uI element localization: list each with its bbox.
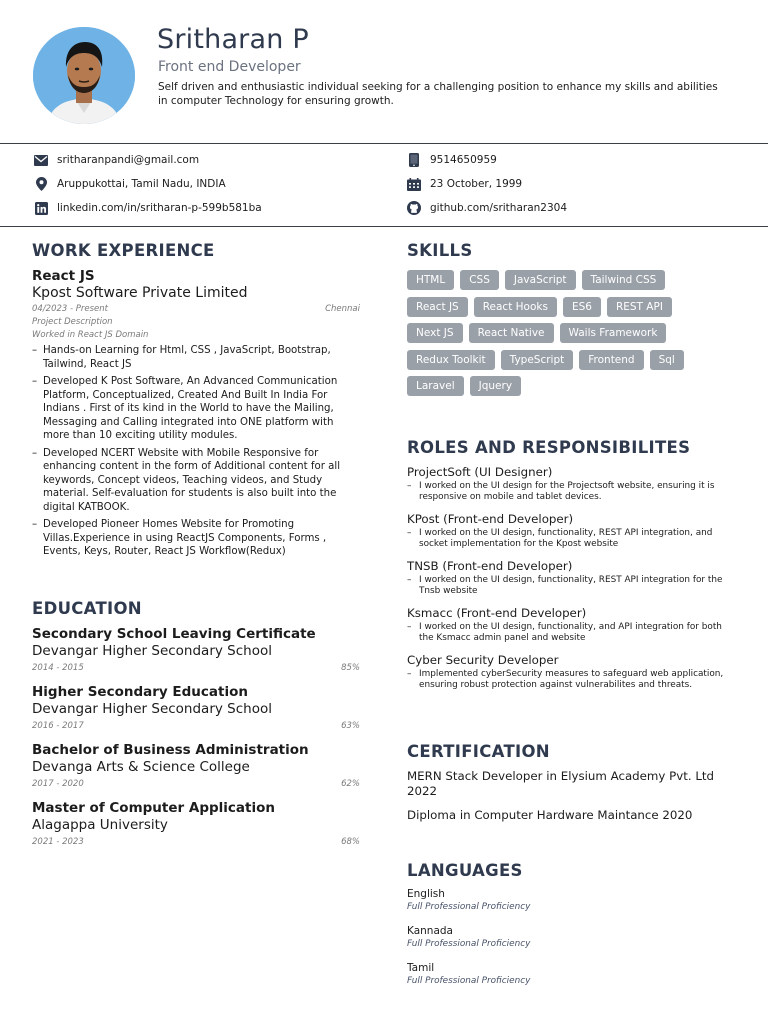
contact-location	[34, 177, 226, 191]
education-years: 2017 - 2020	[32, 779, 84, 789]
skill-tag: CSS	[460, 270, 499, 290]
skill-tag: REST API	[607, 297, 672, 317]
education-years: 2014 - 2015	[32, 663, 84, 673]
language-name: English	[407, 888, 445, 900]
language-level: Full Professional Proficiency	[407, 902, 531, 912]
education-section-title: EDUCATION	[32, 599, 142, 618]
role-title: ProjectSoft (UI Designer)	[407, 465, 553, 479]
education-item	[32, 742, 360, 789]
contact-github[interactable]	[407, 201, 567, 215]
skill-tag: Redux Toolkit	[407, 350, 495, 370]
education-score: 68%	[341, 837, 360, 847]
list-item: – Developed Pioneer Homes Website for Promoting Villas.Experience in using ReactJS Components, Forms , Events, Keys, Router, React JS Workflow(Redux)	[32, 518, 360, 559]
language-item	[407, 962, 583, 986]
education-meta	[32, 663, 360, 673]
project-label: Project Description	[32, 317, 113, 327]
contact-phone[interactable]	[407, 153, 497, 167]
skill-tag: React JS	[407, 297, 468, 317]
github-icon	[407, 201, 421, 215]
linkedin-text: linkedin.com/in/sritharan-p-599b581ba	[57, 202, 262, 214]
contact-block	[0, 144, 768, 227]
education-score: 85%	[341, 663, 360, 673]
education-degree: Higher Secondary Education	[32, 684, 248, 700]
languages-list	[407, 888, 747, 999]
contact-email[interactable]	[34, 153, 199, 167]
role-item	[407, 559, 737, 597]
role-description: – I worked on the UI design for the Projectsoft website, ensuring it is responsive on mobile and tablet devices.	[407, 481, 737, 503]
role-title: TNSB (Front-end Developer)	[407, 559, 573, 573]
language-name: Kannada	[407, 925, 453, 937]
person-name: Sritharan P	[157, 24, 309, 55]
role-description: – Implemented cyberSecurity measures to safeguard web application, ensuring robust protection against vulnerabilites and threats.	[407, 669, 737, 691]
education-degree: Bachelor of Business Administration	[32, 742, 309, 758]
languages-section-title: LANGUAGES	[407, 861, 523, 880]
education-item	[32, 800, 360, 847]
education-school: Devanga Arts & Science College	[32, 759, 250, 775]
certification-list	[407, 769, 737, 832]
role-title: KPost (Front-end Developer)	[407, 512, 574, 526]
email-text: sritharanpandi@gmail.com	[57, 154, 200, 166]
skills-list	[407, 270, 737, 403]
education-score: 63%	[341, 721, 360, 731]
certification-item: Diploma in Computer Hardware Maintance 2020	[407, 808, 693, 822]
birthdate-text: 23 October, 1999	[430, 178, 523, 190]
education-school: Devangar Higher Secondary School	[32, 701, 272, 717]
role-item	[407, 606, 737, 644]
profile-photo	[33, 27, 135, 124]
certification-item: MERN Stack Developer in Elysium Academy Pvt. Ltd 2022	[407, 769, 715, 798]
resume-header	[0, 0, 768, 144]
skill-tag: Frontend	[579, 350, 643, 370]
language-item	[407, 888, 583, 912]
github-text: github.com/sritharan2304	[430, 202, 568, 214]
education-degree: Master of Computer Application	[32, 800, 275, 816]
education-meta	[32, 837, 360, 847]
work-experience	[32, 268, 360, 563]
job-title: React JS	[32, 268, 95, 284]
job-bullets	[32, 344, 360, 559]
skill-tag: Wails Framework	[560, 323, 667, 343]
skill-tag: Tailwind CSS	[582, 270, 666, 290]
education-years: 2016 - 2017	[32, 721, 84, 731]
language-name: Tamil	[407, 962, 435, 974]
certification-section-title: CERTIFICATION	[407, 742, 550, 761]
education-school: Devangar Higher Secondary School	[32, 643, 272, 659]
skill-tag: Laravel	[407, 376, 464, 396]
skill-tag: HTML	[407, 270, 454, 290]
education-meta	[32, 721, 360, 731]
roles-section-title: ROLES AND RESPONSIBILITES	[407, 438, 691, 457]
role-description: – I worked on the UI design, functionality, REST API integration, and socket implementation for the Kpost website	[407, 528, 737, 550]
phone-icon	[407, 153, 421, 167]
education-list	[32, 626, 360, 858]
skill-tag: JavaScript	[505, 270, 576, 290]
language-level: Full Professional Proficiency	[407, 976, 531, 986]
education-years: 2021 - 2023	[32, 837, 84, 847]
location-text: Aruppukottai, Tamil Nadu, INDIA	[57, 178, 226, 190]
role-item	[407, 512, 737, 550]
project-domain: Worked in React JS Domain	[32, 330, 149, 340]
education-school: Alagappa University	[32, 817, 168, 833]
job-meta	[32, 304, 360, 314]
contact-birthdate	[407, 177, 522, 191]
education-meta	[32, 779, 360, 789]
linkedin-icon	[34, 201, 48, 215]
work-section-title: WORK EXPERIENCE	[32, 241, 215, 260]
job-dates: 04/2023 - Present	[32, 304, 109, 314]
job-role: Front end Developer	[158, 59, 301, 75]
job-location: Chennai	[325, 304, 360, 314]
education-item	[32, 684, 360, 731]
language-level: Full Professional Proficiency	[407, 939, 531, 949]
education-degree: Secondary School Leaving Certificate	[32, 626, 316, 642]
contact-linkedin[interactable]	[34, 201, 262, 215]
skill-tag: React Hooks	[474, 297, 557, 317]
map-pin-icon	[34, 177, 48, 191]
skill-tag: TypeScript	[501, 350, 574, 370]
education-item	[32, 626, 360, 673]
job-company: Kpost Software Private Limited	[32, 285, 248, 301]
role-title: Ksmacc (Front-end Developer)	[407, 606, 587, 620]
skills-section-title: SKILLS	[407, 241, 473, 260]
skill-tag: Next JS	[407, 323, 463, 343]
skill-tag: React Native	[469, 323, 554, 343]
language-item	[407, 925, 583, 949]
envelope-icon	[34, 153, 48, 167]
roles-list	[407, 465, 737, 700]
profile-summary: Self driven and enthusiastic individual seeking for a challenging position to enhance my skills and abilities in computer Technology for ensuring growth.	[158, 81, 718, 107]
education-score: 62%	[341, 779, 360, 789]
list-item: – Hands-on Learning for Html, CSS , JavaScript, Bootstrap, Tailwind, React JS	[32, 344, 360, 371]
phone-text: 9514650959	[430, 154, 497, 166]
role-description: – I worked on the UI design, functionality, and API integration for both the Ksmacc admin panel and website	[407, 622, 737, 644]
role-title: Cyber Security Developer	[407, 653, 559, 667]
role-item	[407, 465, 737, 503]
contact-divider	[0, 226, 768, 227]
list-item: – Developed NCERT Website with Mobile Responsive for enhancing content in the form of Additional content for all keywords, Concept videos, Teaching videos, and Study material. Self-evaluation for students is also built into the digital KATBOOK.	[32, 447, 360, 515]
skill-tag: ES6	[563, 297, 601, 317]
skill-tag: Jquery	[470, 376, 521, 396]
calendar-icon	[407, 177, 421, 191]
list-item: – Developed K Post Software, An Advanced Communication Platform, Conceptualized, Created And Built In India For Indians . First of its kind in the World to have the Mailing, Messaging and Calling integrated into ONE platform with more than 10 exciting utility modules.	[32, 375, 360, 443]
role-item	[407, 653, 737, 691]
role-description: – I worked on the UI design, functionality, REST API integration for the Tnsb website	[407, 575, 737, 597]
skill-tag: Sql	[650, 350, 684, 370]
